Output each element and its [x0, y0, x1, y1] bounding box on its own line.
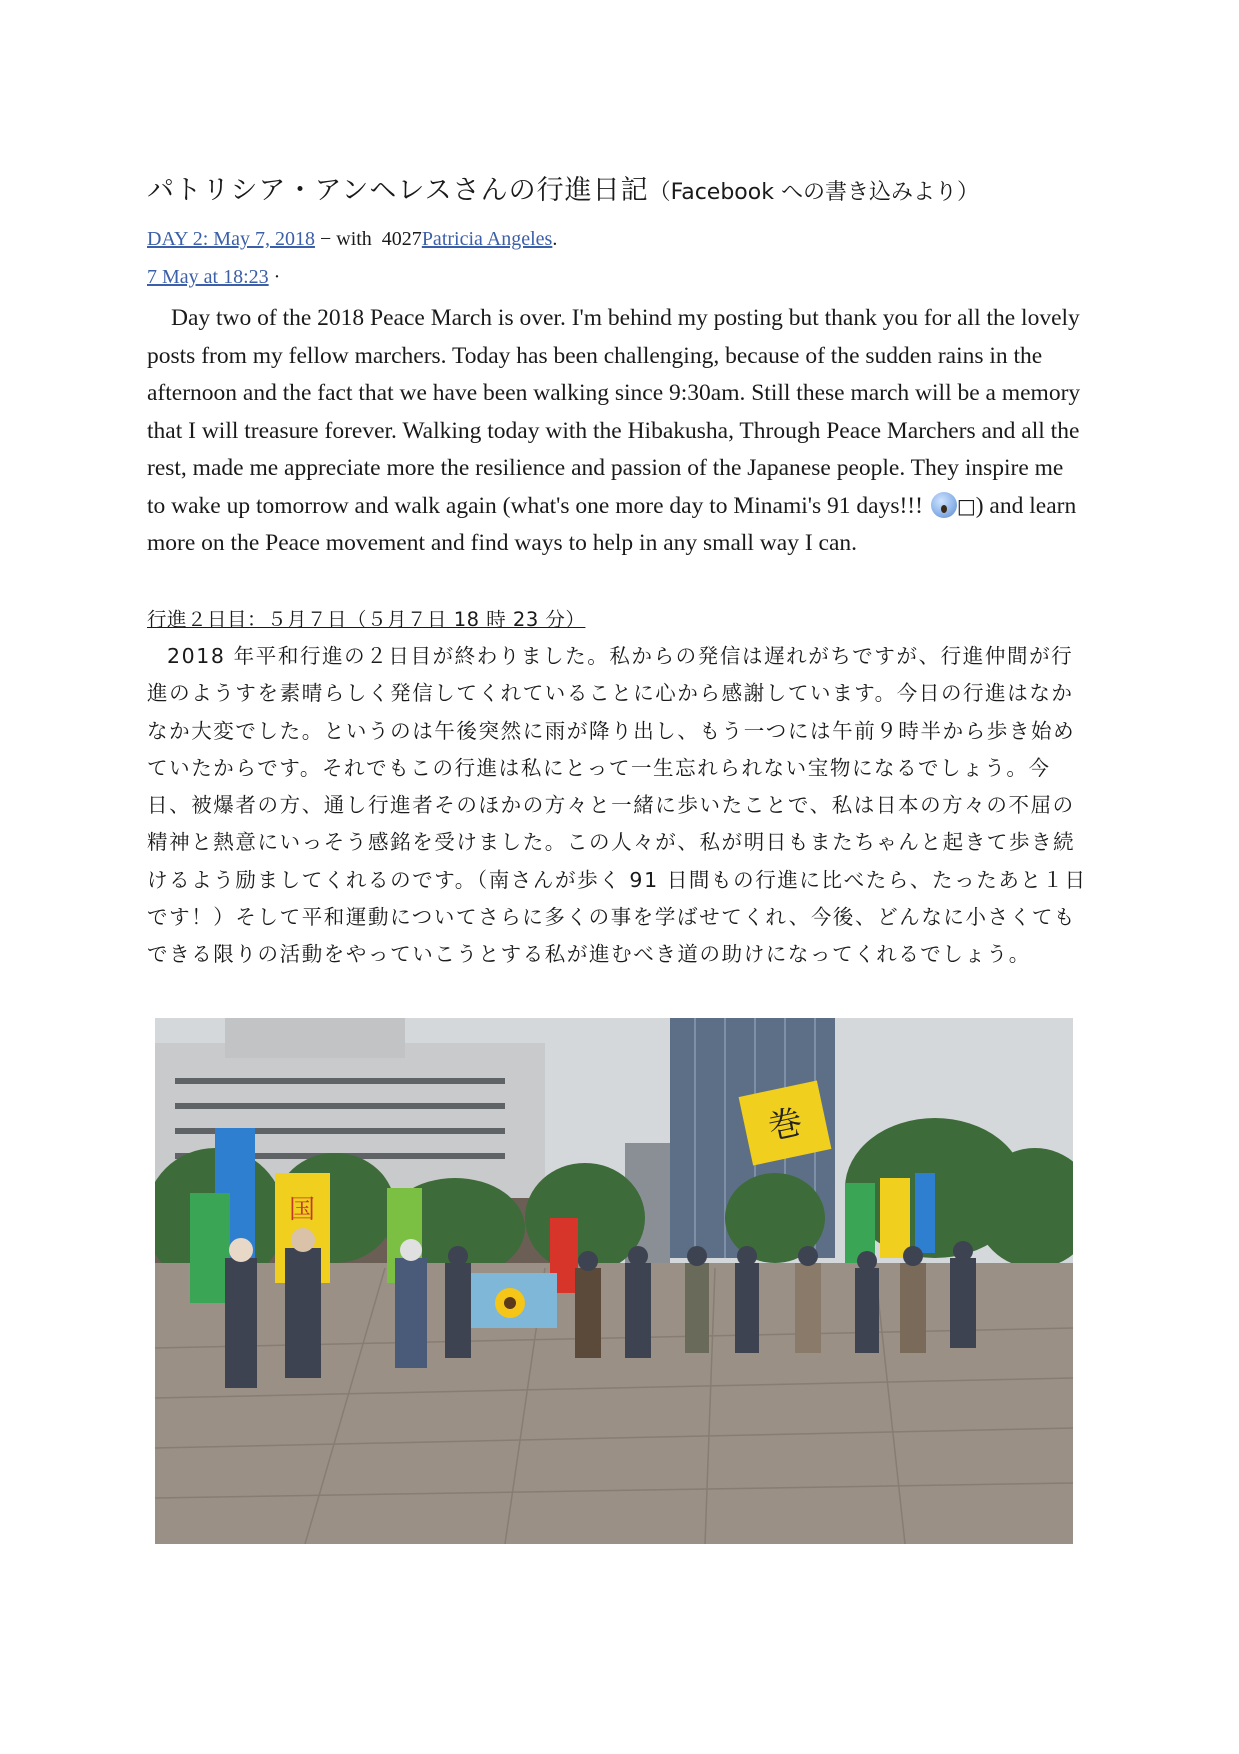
- japanese-translation: [147, 638, 1092, 974]
- photo-illustration: [155, 1018, 1073, 1544]
- yellow-banner-right: [880, 1178, 910, 1258]
- banner-kokko-text: 国: [288, 1195, 316, 1225]
- with-text: − with 4027: [314, 228, 422, 250]
- flag-character: 巻: [764, 1101, 807, 1149]
- post-meta-line: [147, 228, 557, 251]
- japanese-heading: 行進２日目：５月７日（５月７日 18 時 23 分）: [147, 608, 586, 631]
- day-link[interactable]: DAY 2: May 7, 2018: [147, 228, 315, 250]
- japanese-text: 2018 年平和行進の２日目が終わりました。私からの発信は遅れがちですが、行進仲間が行進のようすを素晴らしく発信してくれていることに心から感謝しています。今日の行進はなかなか大変でした。というのは午後突然に雨が降り出し、もう一つには午前９時半から歩き始めていたからです。それでもこの行進は私にとって一生忘れられない宝物になるでしょう。今日、被爆者の方、通し行進者そのほかの方々と一緒に歩いたことで、私は日本の方々の不屈の精神と熱意にいっそう感銘を受けました。この人々が、私が明日もまたちゃんと起きて歩き続けるよう励ましてくれるのです。（南さんが歩く 91 日間もの行進に比べたら、たったあと１日です！）そして平和運動についてさらに多くの事を学ばせてくれ、今後、どんなに小さくてもできる限りの活動をやっていこうとする私が進むべき道の助けになってくれるでしょう。: [147, 644, 1087, 967]
- date-suffix: ·: [268, 266, 281, 288]
- peace-march-photo: [155, 1018, 1073, 1544]
- page-title: [147, 168, 979, 207]
- title-main: パトリシア・アンヘレスさんの行進日記: [147, 175, 649, 206]
- post-date-link[interactable]: 7 May at 18:23: [147, 266, 269, 288]
- green-banner-left: [190, 1193, 230, 1303]
- english-text-1: Day two of the 2018 Peace March is over. I'm behind my posting but thank you for all the lovely posts from my fellow marchers. Today has been challenging, because of the sudden rains in the afternoon and the fact that we have been walking since 9:30am. Still these march will be a memory that I will treasure forever. Walking today with the Hibakusha, Through Peace Marchers and all the rest, made me appreciate more the resilience and passion of the Japanese people. They inspire me to wake up tomorrow and walk again (what's one more day to Minami's 91 days!!!: [147, 305, 1081, 519]
- blue-banner-right: [915, 1173, 935, 1253]
- green-banner-right: [845, 1183, 875, 1263]
- author-suffix: .: [552, 228, 558, 250]
- author-link[interactable]: Patricia Angeles: [421, 228, 553, 250]
- missing-glyph-box: □: [956, 493, 976, 518]
- screaming-face-emoji-icon: [931, 492, 957, 518]
- english-text-2: ) and learn more on the Peace movement and find ways to help in any small way I can.: [147, 492, 1077, 556]
- english-post-body: [147, 300, 1087, 563]
- title-sub: （Facebook への書き込みより）: [648, 180, 979, 205]
- building-top: [225, 1018, 405, 1058]
- post-date-line: [147, 266, 280, 289]
